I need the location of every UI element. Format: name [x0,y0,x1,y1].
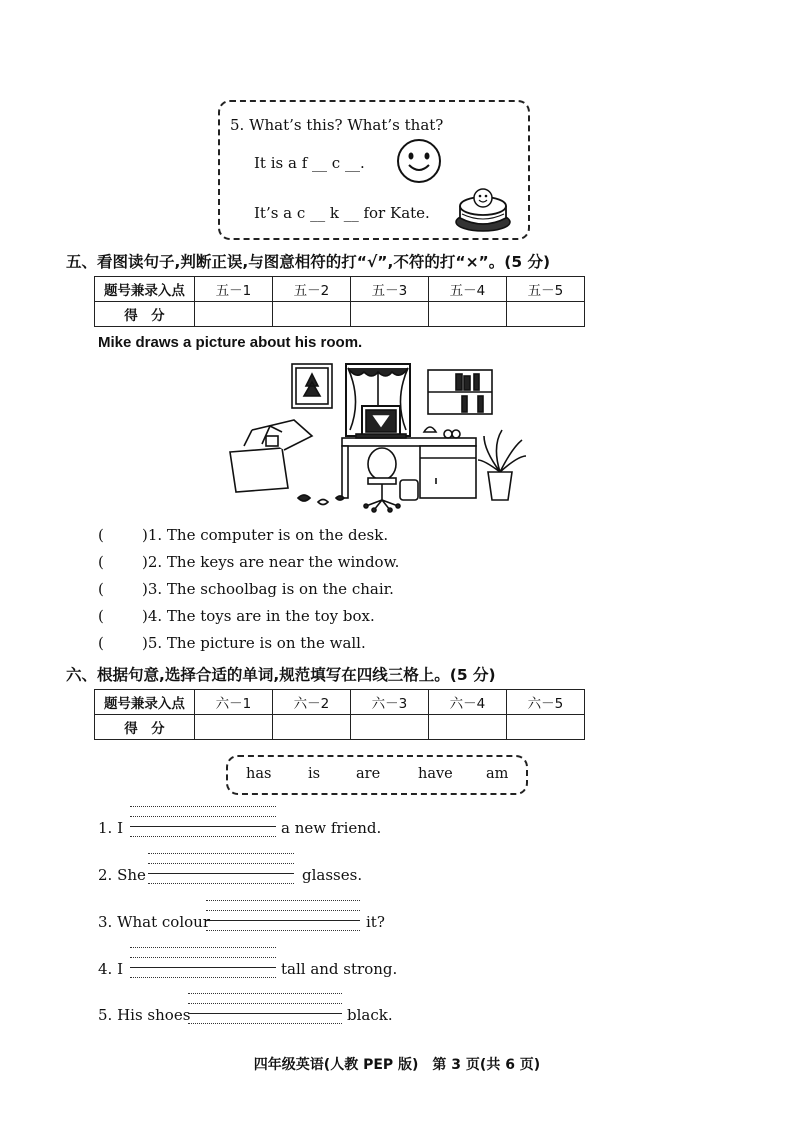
four-line-grid-3[interactable] [206,900,360,930]
fill-item-3-after: it? [366,913,385,931]
score-col-3: 六－3 [350,690,428,715]
score-col-1: 六－1 [194,690,272,715]
section-5-score-table [94,276,585,327]
score-col-1: 五－1 [194,277,272,302]
answer-paren-1[interactable]: ( [98,526,104,544]
four-line-grid-4[interactable] [130,947,276,977]
fill-item-4-before: 4. I [98,960,124,978]
word-bank-word: have [418,766,453,782]
answer-paren-4[interactable]: ( [98,607,104,625]
fill-item-2-before: 2. She [98,866,146,884]
q5-line-1: It is a f __ c __. [254,154,365,172]
word-bank-word: am [486,766,509,782]
score-table-header-row [95,690,585,715]
fill-item-5-after: black. [347,1006,393,1024]
score-col-2: 五－2 [272,277,350,302]
score-col-5: 六－5 [506,690,584,715]
fill-item-4-after: tall and strong. [281,960,398,978]
section-6-score-table [94,689,585,740]
question-5-box [218,100,530,240]
score-col-4: 五－4 [428,277,506,302]
score-cell-5[interactable] [506,302,584,327]
fill-item-5-before: 5. His shoes [98,1006,191,1024]
section-6-heading: 六、根据句意,选择合适的单词,规范填写在四线三格上。(5 分) [66,666,496,684]
score-table-header-row [95,277,585,302]
statement-5: ( )5. The picture is on the wall. [98,634,366,652]
word-bank-word: has [246,766,272,782]
section-5-heading: 五、看图读句子,判断正误,与图意相符的打“√”,不符的打“×”。(5 分) [66,253,551,271]
score-col-2: 六－2 [272,690,350,715]
answer-paren-2[interactable]: ( [98,553,104,571]
score-table-header-label: 题号兼录入点 [95,277,195,302]
score-table-score-row [95,715,585,740]
score-row-label: 得 分 [95,302,195,327]
score-cell-4[interactable] [428,302,506,327]
room-illustration [222,360,532,516]
statement-1: ( )1. The computer is on the desk. [98,526,389,544]
statement-3: ( )3. The schoolbag is on the chair. [98,580,394,598]
score-cell-5[interactable] [506,715,584,740]
fill-item-1-after: a new friend. [281,819,382,837]
cake-icon [454,184,512,234]
fill-item-2-after: glasses. [302,866,363,884]
page-footer: 四年级英语(人教 PEP 版) 第 3 页(共 6 页) [253,1057,541,1073]
score-cell-1[interactable] [194,302,272,327]
score-cell-3[interactable] [350,715,428,740]
picture-intro: Mike draws a picture about his room. [98,334,363,351]
four-line-grid-5[interactable] [188,993,342,1023]
answer-paren-3[interactable]: ( [98,580,104,598]
score-cell-3[interactable] [350,302,428,327]
four-line-grid-2[interactable] [148,853,294,883]
fill-item-3-before: 3. What colour [98,913,210,931]
score-row-label: 得 分 [95,715,195,740]
face-icon [396,138,442,184]
q5-line-2: It’s a c __ k __ for Kate. [254,204,430,222]
word-bank-word: is [308,766,321,782]
word-bank [226,755,528,795]
score-col-5: 五－5 [506,277,584,302]
score-table-header-label: 题号兼录入点 [95,690,195,715]
statement-4: ( )4. The toys are in the toy box. [98,607,375,625]
score-col-3: 五－3 [350,277,428,302]
word-bank-word: are [356,766,381,782]
score-col-4: 六－4 [428,690,506,715]
four-line-grid-1[interactable] [130,806,276,836]
q5-title: 5. What’s this? What’s that? [230,116,444,134]
statement-2: ( )2. The keys are near the window. [98,553,400,571]
fill-item-1-before: 1. I [98,819,124,837]
score-cell-2[interactable] [272,715,350,740]
answer-paren-5[interactable]: ( [98,634,104,652]
score-cell-1[interactable] [194,715,272,740]
score-cell-4[interactable] [428,715,506,740]
score-table-score-row [95,302,585,327]
score-cell-2[interactable] [272,302,350,327]
